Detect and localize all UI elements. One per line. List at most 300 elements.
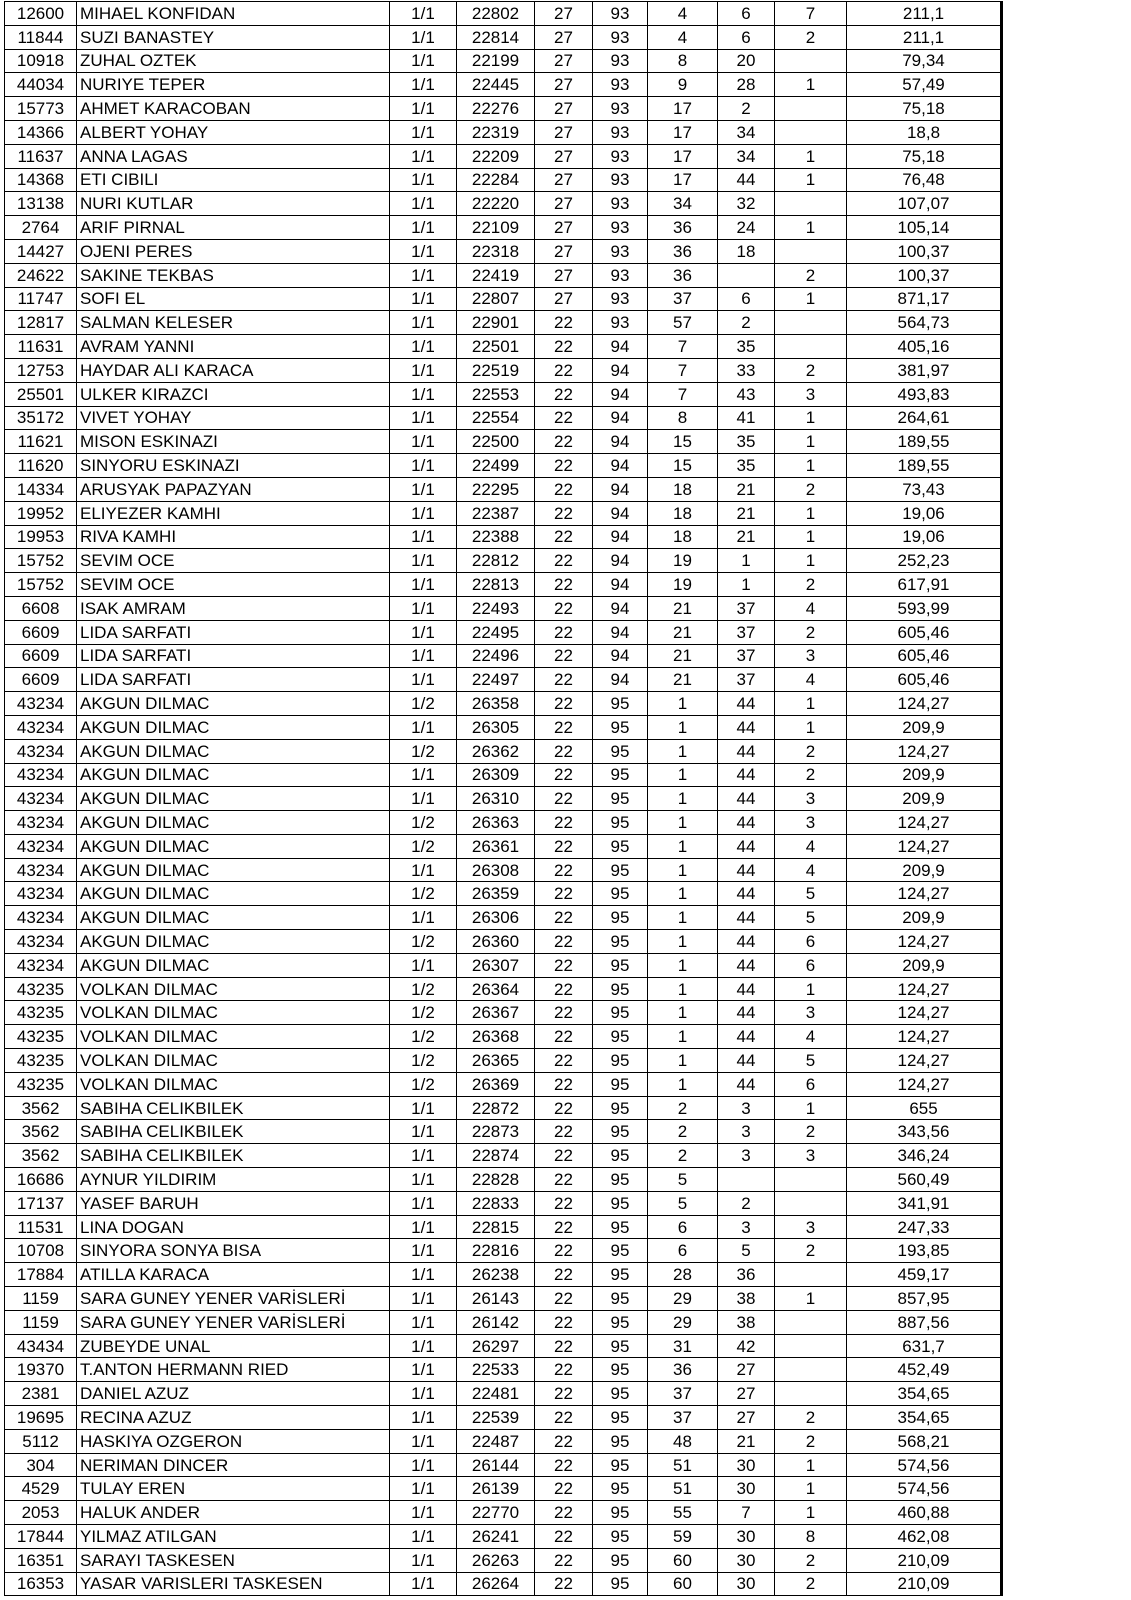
owner-name-cell: AKGUN DILMAC	[77, 811, 390, 835]
share-cell: 1/1	[390, 1120, 457, 1144]
column-5-cell: 27	[535, 287, 593, 311]
share-cell: 1/1	[390, 787, 457, 811]
column-9-cell: 4	[775, 1025, 847, 1049]
record-id-cell: 43234	[5, 906, 77, 930]
amount-cell: 73,43	[847, 477, 1002, 501]
column-5-cell: 27	[535, 73, 593, 97]
column-6-cell: 94	[593, 382, 648, 406]
amount-cell: 79,34	[847, 49, 1002, 73]
column-5-cell: 22	[535, 1572, 593, 1596]
column-5-cell: 22	[535, 430, 593, 454]
column-6-cell: 95	[593, 763, 648, 787]
share-cell: 1/2	[390, 930, 457, 954]
entry-number-cell: 22501	[457, 335, 535, 359]
table-row	[5, 1548, 1002, 1572]
table-row	[5, 1477, 1002, 1501]
column-9-cell: 2	[775, 25, 847, 49]
column-8-cell: 21	[718, 525, 775, 549]
share-cell: 1/1	[390, 49, 457, 73]
owner-name-cell: ALBERT YOHAY	[77, 120, 390, 144]
record-id-cell: 43234	[5, 739, 77, 763]
column-6-cell: 95	[593, 1096, 648, 1120]
entry-number-cell: 26368	[457, 1025, 535, 1049]
share-cell: 1/2	[390, 1001, 457, 1025]
column-8-cell: 21	[718, 477, 775, 501]
owner-name-cell: SARA GUNEY YENER VARİSLERİ	[77, 1310, 390, 1334]
column-5-cell: 22	[535, 382, 593, 406]
column-7-cell: 34	[648, 192, 718, 216]
table-row	[5, 1501, 1002, 1525]
column-9-cell: 1	[775, 549, 847, 573]
share-cell: 1/1	[390, 1215, 457, 1239]
share-cell: 1/1	[390, 1477, 457, 1501]
record-id-cell: 43234	[5, 858, 77, 882]
share-cell: 1/1	[390, 1144, 457, 1168]
column-6-cell: 95	[593, 692, 648, 716]
record-id-cell: 5112	[5, 1429, 77, 1453]
share-cell: 1/2	[390, 882, 457, 906]
table-row	[5, 930, 1002, 954]
amount-cell: 57,49	[847, 73, 1002, 97]
column-9-cell: 1	[775, 1453, 847, 1477]
amount-cell: 247,33	[847, 1215, 1002, 1239]
column-7-cell: 60	[648, 1548, 718, 1572]
column-6-cell: 94	[593, 454, 648, 478]
column-6-cell: 95	[593, 1572, 648, 1596]
column-8-cell: 44	[718, 930, 775, 954]
column-7-cell: 1	[648, 1072, 718, 1096]
share-cell: 1/1	[390, 120, 457, 144]
entry-number-cell: 26305	[457, 715, 535, 739]
column-6-cell: 95	[593, 1429, 648, 1453]
entry-number-cell: 22445	[457, 73, 535, 97]
amount-cell: 105,14	[847, 216, 1002, 240]
owner-name-cell: SINYORA SONYA BISA	[77, 1239, 390, 1263]
column-5-cell: 22	[535, 1191, 593, 1215]
share-cell: 1/1	[390, 2, 457, 26]
record-id-cell: 1159	[5, 1287, 77, 1311]
column-5-cell: 22	[535, 1358, 593, 1382]
entry-number-cell: 22554	[457, 406, 535, 430]
share-cell: 1/1	[390, 1406, 457, 1430]
amount-cell: 189,55	[847, 430, 1002, 454]
column-6-cell: 94	[593, 620, 648, 644]
owner-name-cell: ARUSYAK PAPAZYAN	[77, 477, 390, 501]
entry-number-cell: 26241	[457, 1525, 535, 1549]
owner-name-cell: AKGUN DILMAC	[77, 715, 390, 739]
column-8-cell: 2	[718, 97, 775, 121]
share-cell: 1/1	[390, 763, 457, 787]
owner-name-cell: T.ANTON HERMANN RIED	[77, 1358, 390, 1382]
column-7-cell: 51	[648, 1453, 718, 1477]
table-row	[5, 1072, 1002, 1096]
column-8-cell: 44	[718, 787, 775, 811]
column-7-cell: 29	[648, 1287, 718, 1311]
entry-number-cell: 26144	[457, 1453, 535, 1477]
column-9-cell: 2	[775, 1120, 847, 1144]
column-9-cell: 2	[775, 573, 847, 597]
column-7-cell: 1	[648, 1049, 718, 1073]
record-id-cell: 17137	[5, 1191, 77, 1215]
table-row	[5, 1049, 1002, 1073]
entry-number-cell: 22812	[457, 549, 535, 573]
entry-number-cell: 26369	[457, 1072, 535, 1096]
column-8-cell: 43	[718, 382, 775, 406]
amount-cell: 107,07	[847, 192, 1002, 216]
amount-cell: 209,9	[847, 906, 1002, 930]
column-6-cell: 95	[593, 1548, 648, 1572]
entry-number-cell: 26143	[457, 1287, 535, 1311]
column-6-cell: 93	[593, 25, 648, 49]
column-7-cell: 36	[648, 216, 718, 240]
share-cell: 1/1	[390, 239, 457, 263]
owner-name-cell: AKGUN DILMAC	[77, 858, 390, 882]
entry-number-cell: 22874	[457, 1144, 535, 1168]
table-row	[5, 1453, 1002, 1477]
share-cell: 1/1	[390, 1453, 457, 1477]
entry-number-cell: 26139	[457, 1477, 535, 1501]
column-8-cell: 5	[718, 1239, 775, 1263]
table-row	[5, 1382, 1002, 1406]
column-8-cell: 6	[718, 25, 775, 49]
record-id-cell: 11621	[5, 430, 77, 454]
entry-number-cell: 26367	[457, 1001, 535, 1025]
column-8-cell: 27	[718, 1382, 775, 1406]
column-7-cell: 21	[648, 644, 718, 668]
table-row	[5, 454, 1002, 478]
owner-name-cell: SARA GUNEY YENER VARİSLERİ	[77, 1287, 390, 1311]
column-8-cell: 6	[718, 287, 775, 311]
amount-cell: 346,24	[847, 1144, 1002, 1168]
record-id-cell: 35172	[5, 406, 77, 430]
record-id-cell: 43234	[5, 787, 77, 811]
column-7-cell: 55	[648, 1501, 718, 1525]
table-row	[5, 263, 1002, 287]
column-8-cell: 44	[718, 715, 775, 739]
column-5-cell: 22	[535, 335, 593, 359]
column-5-cell: 22	[535, 1215, 593, 1239]
share-cell: 1/1	[390, 1572, 457, 1596]
amount-cell: 124,27	[847, 811, 1002, 835]
column-8-cell: 2	[718, 311, 775, 335]
owner-name-cell: YILMAZ ATILGAN	[77, 1525, 390, 1549]
share-cell: 1/1	[390, 715, 457, 739]
column-9-cell: 1	[775, 1501, 847, 1525]
column-6-cell: 95	[593, 739, 648, 763]
column-9-cell	[775, 120, 847, 144]
table-row	[5, 1334, 1002, 1358]
column-8-cell: 37	[718, 620, 775, 644]
entry-number-cell: 26309	[457, 763, 535, 787]
column-9-cell: 4	[775, 596, 847, 620]
column-6-cell: 94	[593, 644, 648, 668]
table-row	[5, 882, 1002, 906]
amount-cell: 124,27	[847, 834, 1002, 858]
column-7-cell: 9	[648, 73, 718, 97]
amount-cell: 343,56	[847, 1120, 1002, 1144]
table-row	[5, 406, 1002, 430]
share-cell: 1/1	[390, 549, 457, 573]
amount-cell: 605,46	[847, 620, 1002, 644]
record-id-cell: 43235	[5, 977, 77, 1001]
record-id-cell: 10918	[5, 49, 77, 73]
entry-number-cell: 26361	[457, 834, 535, 858]
share-cell: 1/1	[390, 1168, 457, 1192]
table-row	[5, 549, 1002, 573]
owner-name-cell: ZUBEYDE UNAL	[77, 1334, 390, 1358]
record-id-cell: 11844	[5, 25, 77, 49]
column-5-cell: 22	[535, 715, 593, 739]
column-5-cell: 22	[535, 858, 593, 882]
owner-name-cell: YASAR VARISLERI TASKESEN	[77, 1572, 390, 1596]
amount-cell: 124,27	[847, 1072, 1002, 1096]
column-8-cell: 44	[718, 858, 775, 882]
table-row	[5, 1287, 1002, 1311]
column-6-cell: 95	[593, 953, 648, 977]
amount-cell: 493,83	[847, 382, 1002, 406]
column-9-cell: 1	[775, 1477, 847, 1501]
record-id-cell: 16351	[5, 1548, 77, 1572]
column-5-cell: 22	[535, 525, 593, 549]
entry-number-cell: 26297	[457, 1334, 535, 1358]
column-6-cell: 95	[593, 858, 648, 882]
column-8-cell: 35	[718, 430, 775, 454]
column-5-cell: 27	[535, 120, 593, 144]
entry-number-cell: 26306	[457, 906, 535, 930]
entry-number-cell: 22493	[457, 596, 535, 620]
column-7-cell: 37	[648, 287, 718, 311]
owner-name-cell: SABIHA CELIKBILEK	[77, 1120, 390, 1144]
record-id-cell: 14366	[5, 120, 77, 144]
table-row	[5, 501, 1002, 525]
record-id-cell: 2381	[5, 1382, 77, 1406]
record-id-cell: 11637	[5, 144, 77, 168]
record-id-cell: 2053	[5, 1501, 77, 1525]
column-6-cell: 94	[593, 668, 648, 692]
column-5-cell: 22	[535, 501, 593, 525]
entry-number-cell: 26142	[457, 1310, 535, 1334]
column-7-cell: 57	[648, 311, 718, 335]
record-id-cell: 14427	[5, 239, 77, 263]
column-9-cell	[775, 1263, 847, 1287]
column-7-cell: 1	[648, 692, 718, 716]
record-id-cell: 43235	[5, 1072, 77, 1096]
share-cell: 1/1	[390, 1548, 457, 1572]
column-8-cell: 35	[718, 335, 775, 359]
column-8-cell: 44	[718, 763, 775, 787]
entry-number-cell: 22802	[457, 2, 535, 26]
record-id-cell: 43235	[5, 1001, 77, 1025]
amount-cell: 211,1	[847, 25, 1002, 49]
entry-number-cell: 22496	[457, 644, 535, 668]
column-9-cell: 2	[775, 358, 847, 382]
column-8-cell: 3	[718, 1096, 775, 1120]
owner-name-cell: AKGUN DILMAC	[77, 739, 390, 763]
record-id-cell: 1159	[5, 1310, 77, 1334]
column-7-cell: 1	[648, 906, 718, 930]
share-cell: 1/1	[390, 906, 457, 930]
amount-cell: 124,27	[847, 882, 1002, 906]
record-id-cell: 15752	[5, 573, 77, 597]
owner-name-cell: ANNA LAGAS	[77, 144, 390, 168]
column-7-cell: 8	[648, 406, 718, 430]
column-9-cell: 3	[775, 787, 847, 811]
amount-cell: 124,27	[847, 1025, 1002, 1049]
column-6-cell: 95	[593, 906, 648, 930]
table-row	[5, 739, 1002, 763]
record-id-cell: 43234	[5, 692, 77, 716]
column-6-cell: 95	[593, 1049, 648, 1073]
table-row	[5, 168, 1002, 192]
entry-number-cell: 26308	[457, 858, 535, 882]
column-5-cell: 27	[535, 216, 593, 240]
share-cell: 1/1	[390, 953, 457, 977]
column-8-cell: 44	[718, 692, 775, 716]
column-7-cell: 18	[648, 525, 718, 549]
column-6-cell: 95	[593, 1477, 648, 1501]
share-cell: 1/1	[390, 525, 457, 549]
column-9-cell: 4	[775, 858, 847, 882]
column-8-cell: 44	[718, 834, 775, 858]
owner-name-cell: VOLKAN DILMAC	[77, 1072, 390, 1096]
record-id-cell: 43234	[5, 953, 77, 977]
amount-cell: 264,61	[847, 406, 1002, 430]
amount-cell: 605,46	[847, 668, 1002, 692]
column-7-cell: 1	[648, 787, 718, 811]
column-7-cell: 29	[648, 1310, 718, 1334]
table-row	[5, 477, 1002, 501]
column-5-cell: 22	[535, 811, 593, 835]
column-6-cell: 95	[593, 1358, 648, 1382]
record-id-cell: 43234	[5, 882, 77, 906]
column-5-cell: 22	[535, 358, 593, 382]
column-9-cell: 1	[775, 1287, 847, 1311]
column-9-cell	[775, 1191, 847, 1215]
record-id-cell: 43234	[5, 930, 77, 954]
owner-name-cell: VIVET YOHAY	[77, 406, 390, 430]
amount-cell: 100,37	[847, 239, 1002, 263]
column-6-cell: 93	[593, 263, 648, 287]
owner-name-cell: SABIHA CELIKBILEK	[77, 1144, 390, 1168]
column-8-cell: 30	[718, 1548, 775, 1572]
table-row	[5, 1144, 1002, 1168]
amount-cell: 857,95	[847, 1287, 1002, 1311]
column-7-cell: 1	[648, 953, 718, 977]
owner-name-cell: LIDA SARFATI	[77, 620, 390, 644]
owner-name-cell: OJENI PERES	[77, 239, 390, 263]
column-5-cell: 22	[535, 739, 593, 763]
column-8-cell: 38	[718, 1310, 775, 1334]
amount-cell: 871,17	[847, 287, 1002, 311]
amount-cell: 574,56	[847, 1477, 1002, 1501]
entry-number-cell: 22387	[457, 501, 535, 525]
table-row	[5, 1572, 1002, 1596]
record-id-cell: 43234	[5, 834, 77, 858]
column-7-cell: 37	[648, 1382, 718, 1406]
table-row	[5, 287, 1002, 311]
column-6-cell: 95	[593, 1263, 648, 1287]
amount-cell: 381,97	[847, 358, 1002, 382]
column-9-cell	[775, 1310, 847, 1334]
share-cell: 1/1	[390, 168, 457, 192]
column-8-cell: 3	[718, 1215, 775, 1239]
column-7-cell: 4	[648, 25, 718, 49]
amount-cell: 209,9	[847, 715, 1002, 739]
column-8-cell: 41	[718, 406, 775, 430]
column-5-cell: 22	[535, 1025, 593, 1049]
share-cell: 1/1	[390, 1191, 457, 1215]
share-cell: 1/1	[390, 1334, 457, 1358]
column-5-cell: 27	[535, 239, 593, 263]
entry-number-cell: 22813	[457, 573, 535, 597]
entry-number-cell: 26364	[457, 977, 535, 1001]
column-7-cell: 8	[648, 49, 718, 73]
owner-name-cell: SEVIM OCE	[77, 573, 390, 597]
table-row	[5, 1215, 1002, 1239]
column-8-cell: 34	[718, 144, 775, 168]
column-5-cell: 22	[535, 620, 593, 644]
table-row	[5, 644, 1002, 668]
column-9-cell: 5	[775, 1049, 847, 1073]
column-8-cell: 7	[718, 1501, 775, 1525]
column-9-cell	[775, 1334, 847, 1358]
amount-cell: 210,09	[847, 1572, 1002, 1596]
entry-number-cell: 26263	[457, 1548, 535, 1572]
column-9-cell: 6	[775, 930, 847, 954]
amount-cell: 655	[847, 1096, 1002, 1120]
column-6-cell: 95	[593, 787, 648, 811]
table-row	[5, 715, 1002, 739]
owner-name-cell: SEVIM OCE	[77, 549, 390, 573]
column-6-cell: 95	[593, 1525, 648, 1549]
owner-name-cell: NURIYE TEPER	[77, 73, 390, 97]
record-id-cell: 4529	[5, 1477, 77, 1501]
column-8-cell: 44	[718, 1025, 775, 1049]
amount-cell: 605,46	[847, 644, 1002, 668]
records-table-body	[5, 2, 1002, 1596]
share-cell: 1/2	[390, 692, 457, 716]
column-7-cell: 1	[648, 977, 718, 1001]
record-id-cell: 43234	[5, 811, 77, 835]
entry-number-cell: 26365	[457, 1049, 535, 1073]
entry-number-cell: 22284	[457, 168, 535, 192]
column-9-cell	[775, 1358, 847, 1382]
column-6-cell: 94	[593, 406, 648, 430]
table-row	[5, 906, 1002, 930]
column-8-cell: 37	[718, 596, 775, 620]
column-8-cell: 3	[718, 1144, 775, 1168]
column-6-cell: 94	[593, 549, 648, 573]
record-id-cell: 16686	[5, 1168, 77, 1192]
column-9-cell: 3	[775, 1001, 847, 1025]
column-8-cell: 2	[718, 1191, 775, 1215]
amount-cell: 617,91	[847, 573, 1002, 597]
entry-number-cell: 26363	[457, 811, 535, 835]
column-5-cell: 22	[535, 692, 593, 716]
entry-number-cell: 22497	[457, 668, 535, 692]
column-8-cell: 6	[718, 2, 775, 26]
record-id-cell: 2764	[5, 216, 77, 240]
column-9-cell: 2	[775, 739, 847, 763]
column-6-cell: 95	[593, 1168, 648, 1192]
column-7-cell: 21	[648, 596, 718, 620]
column-7-cell: 6	[648, 1215, 718, 1239]
amount-cell: 124,27	[847, 977, 1002, 1001]
column-7-cell: 31	[648, 1334, 718, 1358]
amount-cell: 209,9	[847, 858, 1002, 882]
column-6-cell: 95	[593, 1310, 648, 1334]
column-5-cell: 22	[535, 406, 593, 430]
